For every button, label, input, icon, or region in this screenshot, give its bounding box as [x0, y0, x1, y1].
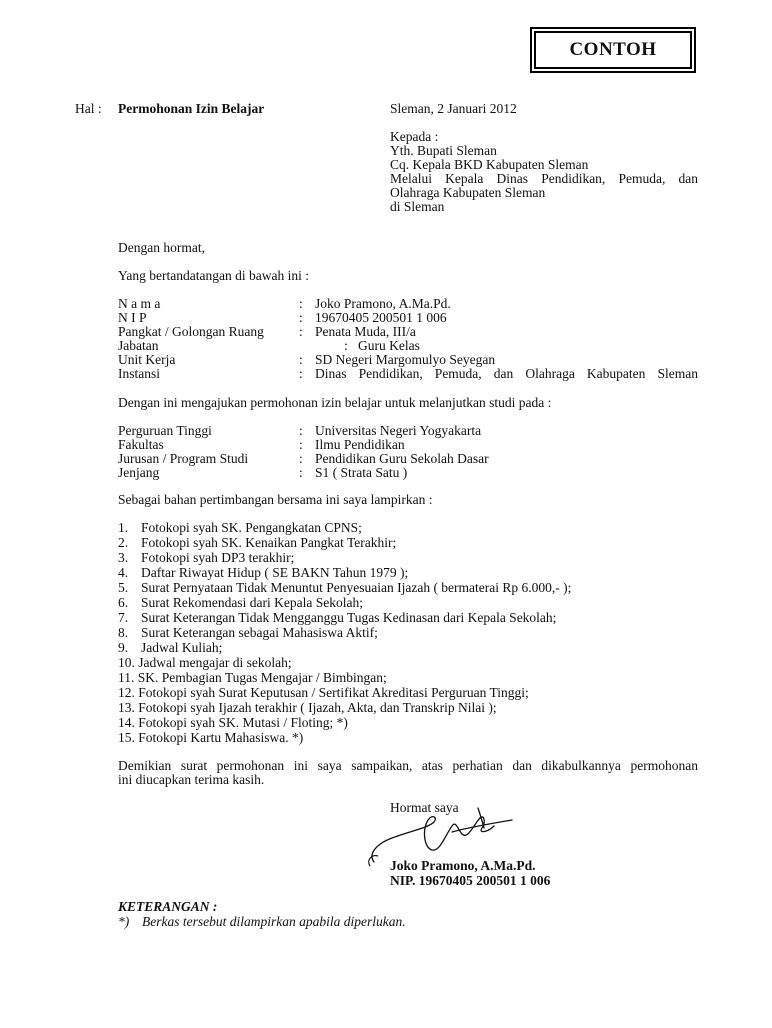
study-colon: :: [299, 451, 303, 466]
identity-colon: :: [344, 338, 348, 353]
list-item: [118, 580, 571, 596]
list-item: [118, 655, 292, 671]
regards: Hormat saya: [390, 800, 459, 815]
study-value: Pendidikan Guru Sekolah Dasar: [315, 451, 489, 466]
identity-colon: :: [299, 352, 303, 367]
identity-label: N I P: [118, 310, 147, 325]
contoh-badge: CONTOH: [534, 31, 692, 69]
list-text: Jadwal mengajar di sekolah;: [138, 655, 292, 670]
intro: Yang bertandatangan di bawah ini :: [118, 268, 309, 283]
identity-value: Joko Pramono, A.Ma.Pd.: [315, 296, 451, 311]
list-text: Surat Keterangan sebagai Mahasiswa Aktif;: [141, 625, 378, 640]
study-label: Jenjang: [118, 465, 160, 480]
greeting: Dengan hormat,: [118, 240, 205, 255]
list-text: Surat Pernyataan Tidak Menuntut Penyesuaian Ijazah ( bermaterai Rp 6.000,- );: [141, 580, 572, 595]
list-number: 9.: [118, 640, 129, 655]
list-item: [118, 685, 529, 701]
list-item: [118, 625, 378, 641]
signer-name: Joko Pramono, A.Ma.Pd.: [390, 858, 536, 873]
list-item: [118, 550, 294, 566]
list-item: [118, 565, 408, 581]
identity-label: Pangkat / Golongan Ruang: [118, 324, 264, 339]
identity-value: SD Negeri Margomulyo Seyegan: [315, 352, 496, 367]
recipient-line: di Sleman: [390, 199, 445, 214]
note-title: KETERANGAN :: [118, 899, 218, 914]
identity-label: Unit Kerja: [118, 352, 176, 367]
study-colon: :: [299, 465, 303, 480]
note-mark: *): [118, 914, 130, 929]
recipient-kepada: Kepada :: [390, 129, 439, 144]
identity-value: Penata Muda, III/a: [315, 324, 416, 339]
study-colon: :: [299, 437, 303, 452]
study-label: Jurusan / Program Studi: [118, 451, 249, 466]
list-text: Daftar Riwayat Hidup ( SE BAKN Tahun 1979 );: [141, 565, 409, 580]
place-date: Sleman, 2 Januari 2012: [390, 101, 517, 116]
recipient-line: Cq. Kepala BKD Kabupaten Sleman: [390, 157, 589, 172]
recipient-line: Yth. Bupati Sleman: [390, 143, 497, 158]
attach-intro: Sebagai bahan pertimbangan bersama ini saya lampirkan :: [118, 492, 433, 507]
list-number: 4.: [118, 565, 129, 580]
signer-nip: NIP. 19670405 200501 1 006: [390, 873, 551, 888]
recipient-line: Melalui Kepala Dinas Pendidikan, Pemuda, dan: [390, 171, 698, 186]
identity-label: N a m a: [118, 296, 161, 311]
list-text: Fotokopi syah Ijazah terakhir ( Ijazah, Akta, dan Transkrip Nilai );: [138, 700, 497, 715]
list-number: 11.: [118, 670, 135, 685]
list-text: Surat Keterangan Tidak Mengganggu Tugas Kedinasan dari Kepala Sekolah;: [141, 610, 557, 625]
recipient-line: Olahraga Kabupaten Sleman: [390, 185, 546, 200]
list-text: Fotokopi syah DP3 terakhir;: [141, 550, 295, 565]
list-text: Surat Rekomendasi dari Kepala Sekolah;: [141, 595, 363, 610]
list-number: 10.: [118, 655, 135, 670]
list-item: [118, 520, 362, 536]
hal-label: Hal :: [75, 101, 102, 116]
list-number: 14.: [118, 715, 135, 730]
identity-label: Instansi: [118, 366, 160, 381]
list-item: [118, 535, 396, 551]
list-text: Jadwal Kuliah;: [141, 640, 223, 655]
study-value: Ilmu Pendidikan: [315, 437, 405, 452]
list-number: 2.: [118, 535, 129, 550]
study-value: S1 ( Strata Satu ): [315, 465, 408, 480]
list-number: 13.: [118, 700, 135, 715]
note-text: Berkas tersebut dilampirkan apabila diperlukan.: [142, 914, 406, 929]
list-number: 7.: [118, 610, 129, 625]
identity-label: Jabatan: [118, 338, 159, 353]
list-item: [118, 730, 303, 746]
identity-colon: :: [299, 310, 303, 325]
list-number: 6.: [118, 595, 129, 610]
list-text: Fotokopi syah Surat Keputusan / Sertifikat Akreditasi Perguruan Tinggi;: [138, 685, 529, 700]
list-item: [118, 715, 348, 731]
list-item: [118, 595, 363, 611]
identity-colon: :: [299, 296, 303, 311]
study-colon: :: [299, 423, 303, 438]
study-label: Perguruan Tinggi: [118, 423, 212, 438]
list-text: Fotokopi syah SK. Mutasi / Floting; *): [138, 715, 348, 730]
closing-line: Demikian surat permohonan ini saya sampaikan, atas perhatian dan dikabulkannya permohonan: [118, 758, 698, 773]
study-label: Fakultas: [118, 437, 164, 452]
list-item: [118, 610, 556, 626]
list-item: [118, 700, 497, 716]
list-item: [118, 670, 387, 686]
list-number: 12.: [118, 685, 135, 700]
identity-colon: :: [299, 366, 303, 381]
list-number: 15.: [118, 730, 135, 745]
list-text: Fotokopi syah SK. Pengangkatan CPNS;: [141, 520, 362, 535]
subject: Permohonan Izin Belajar: [118, 101, 265, 116]
list-number: 3.: [118, 550, 129, 565]
identity-value: Dinas Pendidikan, Pemuda, dan Olahraga Kabupaten Sleman: [315, 366, 698, 381]
list-text: SK. Pembagian Tugas Mengajar / Bimbingan;: [137, 670, 387, 685]
identity-colon: :: [299, 324, 303, 339]
identity-value: Guru Kelas: [358, 338, 420, 353]
list-number: 1.: [118, 520, 129, 535]
closing-line: ini diucapkan terima kasih.: [118, 772, 265, 787]
identity-value: 19670405 200501 1 006: [315, 310, 447, 325]
study-value: Universitas Negeri Yogyakarta: [315, 423, 482, 438]
list-item: [118, 640, 222, 656]
list-number: 5.: [118, 580, 129, 595]
request-text: Dengan ini mengajukan permohonan izin belajar untuk melanjutkan studi pada :: [118, 395, 552, 410]
list-text: Fotokopi syah SK. Kenaikan Pangkat Terakhir;: [141, 535, 397, 550]
list-text: Fotokopi Kartu Mahasiswa. *): [138, 730, 304, 745]
list-number: 8.: [118, 625, 129, 640]
